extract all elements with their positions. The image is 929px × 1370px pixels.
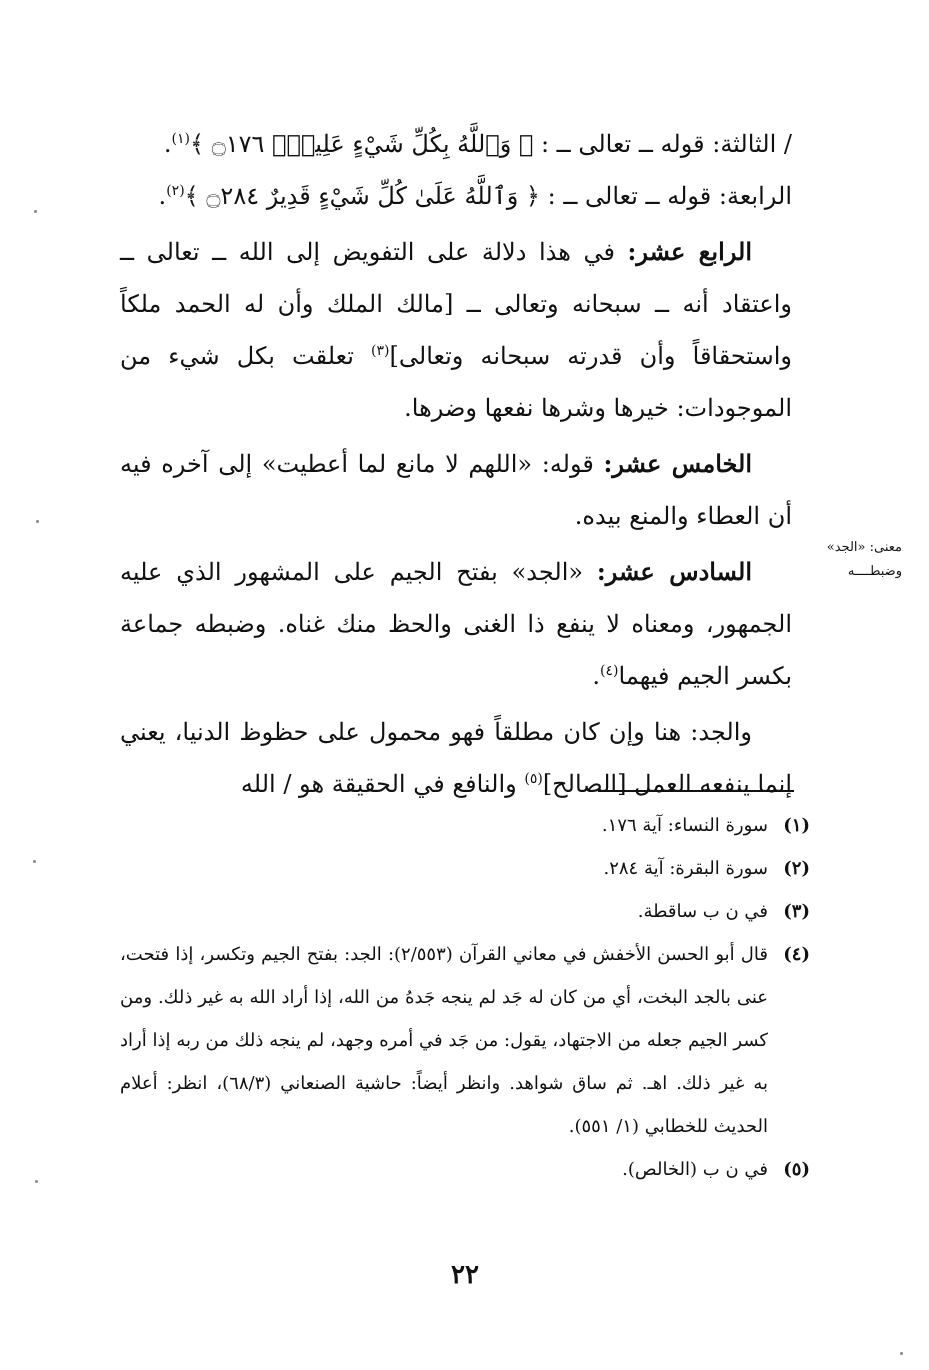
paragraph-text: في هذا دلالة على التفويض إلى الله ــ تعالى ــ واعتقاد أنه ــ سبحانه وتعالى ــ [مالك الملك وأن له الحمد ملكاً واستحقاقاً وأن قدرته سبحانه وتعالى] bbox=[120, 238, 792, 370]
footnote-text: سورة النساء: آية ١٧٦. bbox=[601, 815, 768, 836]
paragraph-sixteenth: السادس عشر: «الجد» بفتح الجيم على المشهور الذي عليه الجمهور، ومعناه لا ينفع ذا الغنى والحظ منك غناه. وضبطه جماعة بكسر الجيم فيهما$^{(٤)}$. bbox=[120, 557, 792, 690]
paragraph-heading: الخامس عشر: bbox=[603, 449, 752, 478]
footnote-divider bbox=[598, 790, 794, 792]
scan-speck bbox=[34, 210, 37, 213]
margin-note-line: معنى: «الجد» bbox=[826, 540, 902, 555]
paragraph-jadd bbox=[120, 706, 792, 810]
footnote-number: (٢) bbox=[783, 858, 810, 879]
page-number: ٢٢ bbox=[451, 1260, 479, 1290]
paragraph-text: قوله: «اللهم لا مانع لما أعطيت» إلى آخره فيه أن العطاء والمنع بيده. bbox=[120, 450, 792, 530]
paragraph-heading: الرابع عشر: bbox=[627, 237, 752, 266]
footnote bbox=[120, 933, 810, 1148]
footnote-text: في ن ب (الخالص). bbox=[622, 1159, 768, 1180]
paragraph-text: «الجد» بفتح الجيم على المشهور الذي عليه الجمهور، ومعناه لا ينفع ذا الغنى والحظ منك غناه. وضبطه جماعة بكسر الجيم فيهما bbox=[120, 558, 792, 690]
paragraph-heading: السادس عشر: bbox=[596, 557, 752, 586]
footnote-ref[interactable]: (١) bbox=[171, 131, 190, 147]
paragraph-text: تعلقت بكل شيء من الموجودات: خيرها وشرها نفعها وضرها. bbox=[120, 342, 792, 422]
footnote bbox=[120, 847, 810, 890]
footnote-ref[interactable]: (٢) bbox=[166, 183, 185, 199]
scan-speck bbox=[33, 860, 36, 863]
footnote-ref[interactable]: (٣) bbox=[371, 343, 390, 359]
paragraph-third: / الثالثة: قوله ــ تعالى ــ : ﴿ وَٱللَّهُ بِكُلِّ شَيْءٍ عَلِيمٌۢ ۝١٧٦ ﴾$^{(١)}$. bbox=[163, 130, 792, 158]
margin-note bbox=[818, 536, 902, 584]
paragraph-text: الرابعة: قوله ــ تعالى ــ : ﴿ وَٱللَّهُ عَلَىٰ كُلِّ شَيْءٍ قَدِيرٌ ۝٢٨٤ ﴾ bbox=[184, 182, 792, 210]
paragraph-fourth: الرابعة: قوله ــ تعالى ــ : ﴿ وَٱللَّهُ عَلَىٰ كُلِّ شَيْءٍ قَدِيرٌ ۝٢٨٤ ﴾$^{(٢)}$. bbox=[158, 182, 792, 210]
footnotes bbox=[120, 804, 810, 1191]
paragraph-fifteenth bbox=[120, 438, 792, 542]
scan-speck bbox=[35, 1180, 38, 1183]
footnote bbox=[120, 890, 810, 933]
footnote-number: (١) bbox=[783, 815, 810, 836]
footnote bbox=[120, 804, 810, 847]
main-text bbox=[120, 118, 792, 810]
footnote-number: (٣) bbox=[783, 901, 810, 922]
scan-speck bbox=[900, 1352, 903, 1355]
footnote-text: سورة البقرة: آية ٢٨٤. bbox=[603, 858, 768, 879]
footnote-text: قال أبو الحسن الأخفش في معاني القرآن (٢/٥٥٣): الجد: بفتح الجيم وتكسر، إذا فتحت، عنى بالجد البخت، أي من كان له جَد لم ينجه جَدهُ من الله، إذا أراد الله به غير ذلك. ومن كسر الجيم جعله من الاجتهاد، يقول: من جَد في أمره وجهد، لم ينجه ذلك من ربه إذا أراد به غير ذلك. اهـ. ثم ساق شواهد. وانظر أيضاً: حاشية الصنعاني (٦٨/٣)، انظر: أعلام الحديث للخطابي (١/ ٥٥١). bbox=[120, 944, 769, 1137]
paragraph-text: والنافع في الحقيقة هو / الله bbox=[240, 770, 517, 798]
footnote-ref[interactable]: (٤) bbox=[600, 663, 619, 679]
footnote-number: (٤) bbox=[783, 944, 810, 965]
margin-note-line: وضبطــــه bbox=[847, 564, 902, 579]
paragraph-fourteenth bbox=[120, 226, 792, 434]
footnote bbox=[120, 1148, 810, 1191]
footnote-text: في ن ب ساقطة. bbox=[637, 901, 768, 922]
scan-speck bbox=[36, 520, 39, 523]
paragraph-text: / الثالثة: قوله ــ تعالى ــ : ﴿ وَٱللَّهُ بِكُلِّ شَيْءٍ عَلِيمٌۢ ۝١٧٦ ﴾ bbox=[189, 130, 792, 158]
footnote-number: (٥) bbox=[783, 1159, 810, 1180]
paragraph-text: والجد: هنا وإن كان مطلقاً فهو محمول على حظوظ الدنيا، يعني إنما ينفعه العمل [الصالح] bbox=[120, 718, 792, 798]
footnote-ref[interactable]: (٥) bbox=[524, 771, 543, 787]
